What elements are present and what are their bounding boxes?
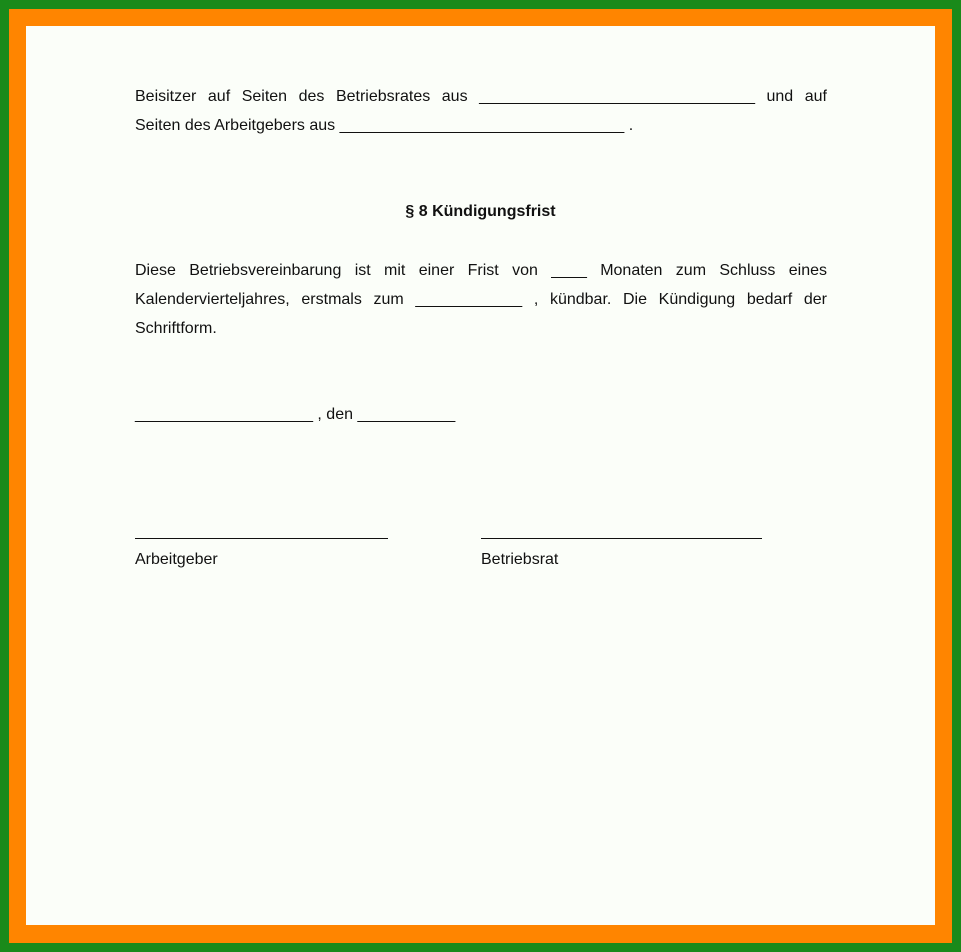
- paragraph-kuendigungsfrist-line-1: Diese Betriebsvereinbarung ist mit einer Frist von ____ Monaten zum Schluss eines: [135, 262, 827, 279]
- paragraph-kuendigungsfrist-line-3: Schriftform.: [135, 320, 217, 337]
- document-page: [26, 26, 935, 925]
- place-date-line: ____________________ , den ___________: [135, 406, 456, 423]
- paragraph-beisitzer-line-1: Beisitzer auf Seiten des Betriebsrates aus _______________________________ und auf: [135, 88, 827, 105]
- paragraph-kuendigungsfrist: [135, 256, 827, 343]
- paragraph-kuendigungsfrist-line-2: Kalendervierteljahres, erstmals zum ____________ , kündbar. Die Kündigung bedarf der: [135, 291, 827, 308]
- signature-label-betriebsrat: Betriebsrat: [481, 551, 559, 568]
- paragraph-beisitzer: [135, 82, 827, 140]
- signature-line-betriebsrat: [481, 538, 762, 539]
- signature-line-arbeitgeber: [135, 538, 388, 539]
- signature-label-arbeitgeber: Arbeitgeber: [135, 551, 218, 568]
- section-heading: § 8 Kündigungsfrist: [405, 203, 556, 220]
- paragraph-beisitzer-line-2: Seiten des Arbeitgebers aus ________________________________ .: [135, 117, 634, 134]
